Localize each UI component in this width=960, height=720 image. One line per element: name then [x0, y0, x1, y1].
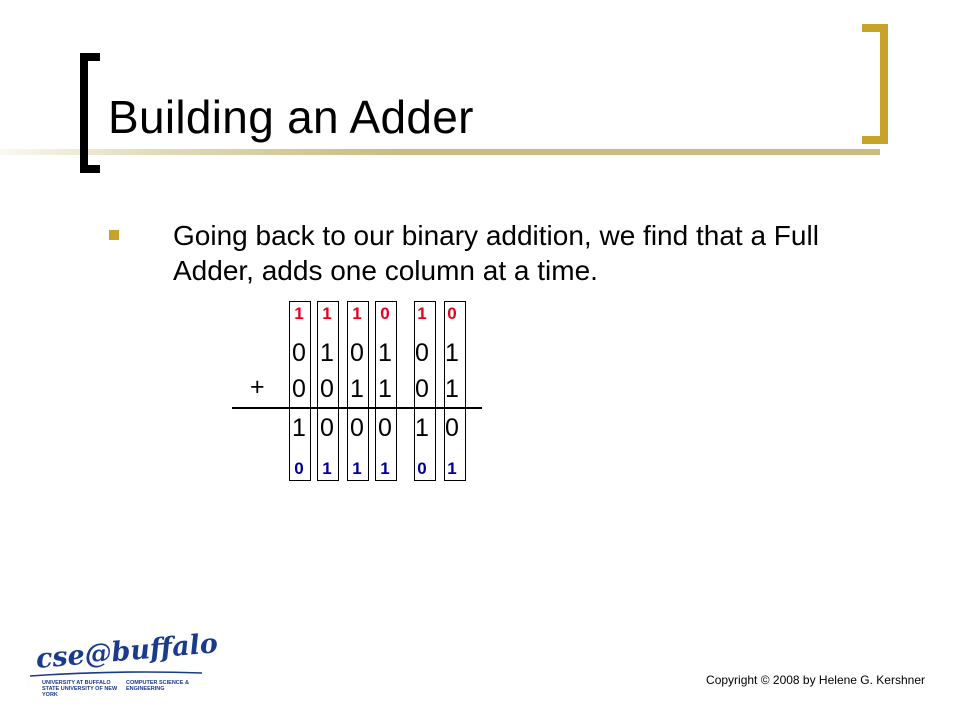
operand-b-digit: 0	[292, 375, 306, 403]
bullet-text: Going back to our binary addition, we find that a Full Adder, adds one column at a time.	[173, 220, 819, 286]
operand-b-digit: 1	[445, 375, 459, 403]
slide-title: Building an Adder	[108, 91, 474, 143]
sum-digit: 1	[415, 414, 429, 442]
sum-digit: 0	[320, 414, 334, 442]
carry-in-digit: 1	[417, 304, 427, 323]
carry-in-digit: 0	[380, 304, 390, 323]
title-underline	[0, 149, 880, 155]
operand-b-digit: 0	[415, 375, 429, 403]
carry-in-digit: 1	[352, 304, 362, 323]
logo-swoosh-icon	[28, 670, 204, 678]
carry-out-digit: 0	[417, 459, 427, 478]
operand-b-digit: 1	[378, 375, 392, 403]
operand-b-digit: 1	[350, 375, 364, 403]
cse-buffalo-logo	[28, 628, 220, 698]
right-bracket-decoration	[862, 24, 888, 144]
carry-in-digit: 0	[447, 304, 457, 323]
carry-out-digit: 1	[447, 459, 457, 478]
operand-a-digit: 1	[320, 339, 334, 367]
operand-a-digit: 0	[350, 339, 364, 367]
carry-out-digit: 1	[380, 459, 390, 478]
logo-sub-left: UNIVERSITY AT BUFFALO STATE UNIVERSITY OF NEW YORK	[42, 680, 118, 698]
carry-out-digit: 1	[322, 459, 332, 478]
sum-digit: 1	[292, 414, 306, 442]
operand-a-digit: 1	[445, 339, 459, 367]
operand-a-digit: 0	[415, 339, 429, 367]
operand-a-digit: 1	[378, 339, 392, 367]
logo-sub-right: COMPUTER SCIENCE & ENGINEERING	[126, 680, 189, 692]
left-bracket-decoration	[80, 53, 100, 173]
carry-out-digit: 0	[294, 459, 304, 478]
sum-digit: 0	[378, 414, 392, 442]
copyright: Copyright © 2008 by Helene G. Kershner	[706, 673, 925, 687]
carry-in-digit: 1	[322, 304, 332, 323]
operand-a-digit: 0	[292, 339, 306, 367]
carry-in-digit: 1	[294, 304, 304, 323]
plus-operator: +	[250, 373, 265, 401]
operand-b-digit: 0	[320, 375, 334, 403]
bullet-icon	[109, 230, 119, 240]
sum-digit: 0	[350, 414, 364, 442]
logo-text: cse@buffalo	[34, 628, 220, 675]
sum-digit: 0	[445, 414, 459, 442]
carry-out-digit: 1	[352, 459, 362, 478]
